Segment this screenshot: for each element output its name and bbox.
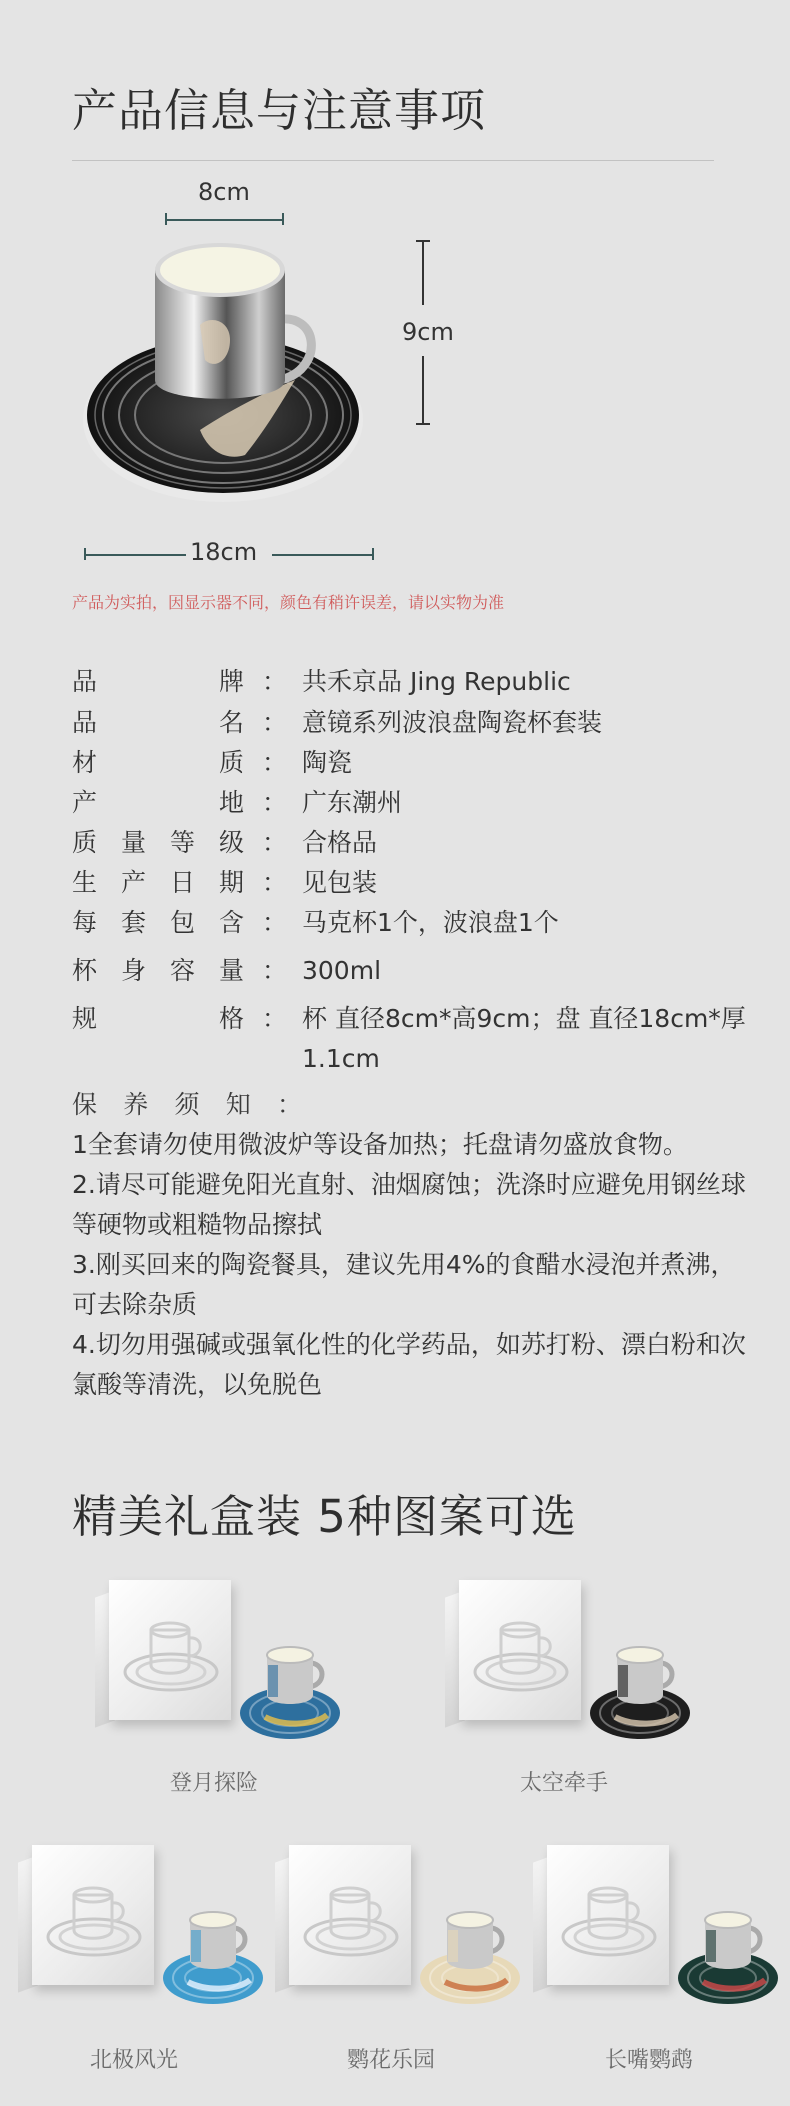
spec-value: 马克杯1个，波浪盘1个 (302, 908, 559, 937)
care-item: 2.请尽可能避免阳光直射、油烟腐蚀；洗涤时应避免用钢丝球等硬物或粗糙物品擦拭 (72, 1170, 746, 1239)
cup-and-plate-image (415, 1900, 525, 2010)
label-char: 材 (72, 748, 98, 777)
label-char: 杯 (72, 956, 98, 985)
cup-outline-icon (459, 1580, 581, 1720)
spec-value: 见包装 (302, 868, 378, 897)
spec-row-origin (72, 783, 752, 823)
colon: ： (262, 868, 288, 897)
label-char: 容 (169, 956, 195, 985)
cup-height-line-top (422, 241, 424, 305)
cup-outline-icon (109, 1580, 231, 1720)
spec-value: 共禾京品 Jing Republic (302, 667, 571, 696)
label-char: 牌 (218, 667, 244, 696)
cup-and-plate-image (585, 1635, 695, 1745)
cup-height-label: 9cm (402, 318, 454, 346)
colon: ： (262, 828, 288, 857)
cup-outline-icon (32, 1845, 154, 1985)
label-char: 期 (218, 868, 244, 897)
cup-and-plate-image (158, 1900, 268, 2010)
spec-row-date (72, 863, 752, 903)
spec-value: 300ml (302, 956, 382, 985)
gift-box-title: 精美礼盒装 5种图案可选 (72, 1490, 577, 1543)
gift-box (289, 1845, 411, 1985)
spec-row-size (72, 999, 752, 1079)
cup-outline-icon (547, 1845, 669, 1985)
spec-row-brand (72, 662, 752, 702)
gift-box (109, 1580, 231, 1720)
gift-box (32, 1845, 154, 1985)
disclaimer-note: 产品为实拍，因显示器不同，颜色有稍许误差，请以实物为准 (72, 593, 505, 612)
spec-value: 合格品 (302, 828, 378, 857)
pattern-name: 鹦花乐园 (347, 2048, 436, 2073)
care-item: 4.切勿用强碱或强氧化性的化学药品，如苏打粉、漂白粉和次氯酸等清洗，以免脱色 (72, 1330, 746, 1399)
label-char: 每 (72, 908, 98, 937)
label-char: 名 (218, 708, 244, 737)
spec-row-contents (72, 903, 752, 943)
spec-value: 意镜系列波浪盘陶瓷杯套装 (302, 708, 603, 737)
tick (165, 213, 167, 225)
colon: ： (262, 748, 288, 777)
tick (372, 548, 374, 560)
gift-box (547, 1845, 669, 1985)
spec-row-name (72, 703, 752, 743)
tick (416, 423, 430, 425)
colon: ： (262, 788, 288, 817)
label-char: 地 (218, 788, 244, 817)
label-char: 量 (218, 956, 244, 985)
label-char: 包 (169, 908, 195, 937)
gift-box (459, 1580, 581, 1720)
label-char: ： (276, 1090, 302, 1119)
label-char: 日 (169, 868, 195, 897)
label-char: 知 (225, 1090, 251, 1119)
cup-and-plate-image (235, 1635, 345, 1745)
label-char: 等 (169, 828, 195, 857)
pattern-name: 太空牵手 (520, 1771, 609, 1796)
cup-width-line (166, 219, 284, 221)
label-char: 质 (72, 828, 98, 857)
spec-value: 杯 直径8cm*高9cm；盘 直径18cm*厚1.1cm (302, 1004, 746, 1073)
label-char: 身 (120, 956, 146, 985)
pattern-name: 北极风光 (90, 2048, 179, 2073)
colon: ： (262, 667, 288, 696)
cup-and-plate-image (80, 230, 380, 510)
cup-and-plate-image (673, 1900, 783, 2010)
gift-set-item (533, 1845, 783, 2015)
label-char: 级 (218, 828, 244, 857)
spec-list (72, 662, 752, 1405)
colon: ： (262, 908, 288, 937)
label-char: 品 (72, 708, 98, 737)
label-char: 格 (218, 1004, 244, 1033)
label-char: 量 (120, 828, 146, 857)
label-char: 品 (72, 667, 98, 696)
spec-row-capacity (72, 951, 752, 991)
pattern-name: 长嘴鹦鹉 (605, 2048, 694, 2073)
label-char: 保 (72, 1090, 98, 1119)
care-title (72, 1085, 302, 1125)
tick (282, 213, 284, 225)
label-char: 生 (72, 868, 98, 897)
gift-set-item (95, 1580, 345, 1750)
label-char: 养 (123, 1090, 149, 1119)
plate-width-label: 18cm (190, 538, 258, 566)
plate-width-line-left (84, 554, 186, 556)
colon: ： (262, 1004, 288, 1033)
care-item: 1全套请勿使用微波炉等设备加热；托盘请勿盛放食物。 (72, 1130, 688, 1159)
label-char: 质 (218, 748, 244, 777)
spec-row-grade (72, 823, 752, 863)
gift-set-item (18, 1845, 268, 2015)
spec-value: 广东潮州 (302, 788, 403, 817)
label-char: 套 (120, 908, 146, 937)
plate-width-line-right (272, 554, 374, 556)
label-char: 产 (120, 868, 146, 897)
gift-set-item (445, 1580, 695, 1750)
gift-set-item (275, 1845, 525, 2015)
title-divider (72, 160, 714, 161)
label-char: 须 (174, 1090, 200, 1119)
label-char: 产 (72, 788, 98, 817)
pattern-name: 登月探险 (170, 1771, 259, 1796)
spec-value: 陶瓷 (302, 748, 353, 777)
cup-width-label: 8cm (198, 178, 250, 206)
page-title: 产品信息与注意事项 (72, 84, 487, 137)
cup-outline-icon (289, 1845, 411, 1985)
care-item: 3.刚买回来的陶瓷餐具，建议先用4%的食醋水浸泡并煮沸，可去除杂质 (72, 1250, 736, 1319)
label-char: 规 (72, 1004, 98, 1033)
product-figure (60, 170, 520, 590)
spec-row-material (72, 743, 752, 783)
colon: ： (262, 956, 288, 985)
cup-height-line-bottom (422, 356, 424, 424)
colon: ： (262, 708, 288, 737)
label-char: 含 (218, 908, 244, 937)
